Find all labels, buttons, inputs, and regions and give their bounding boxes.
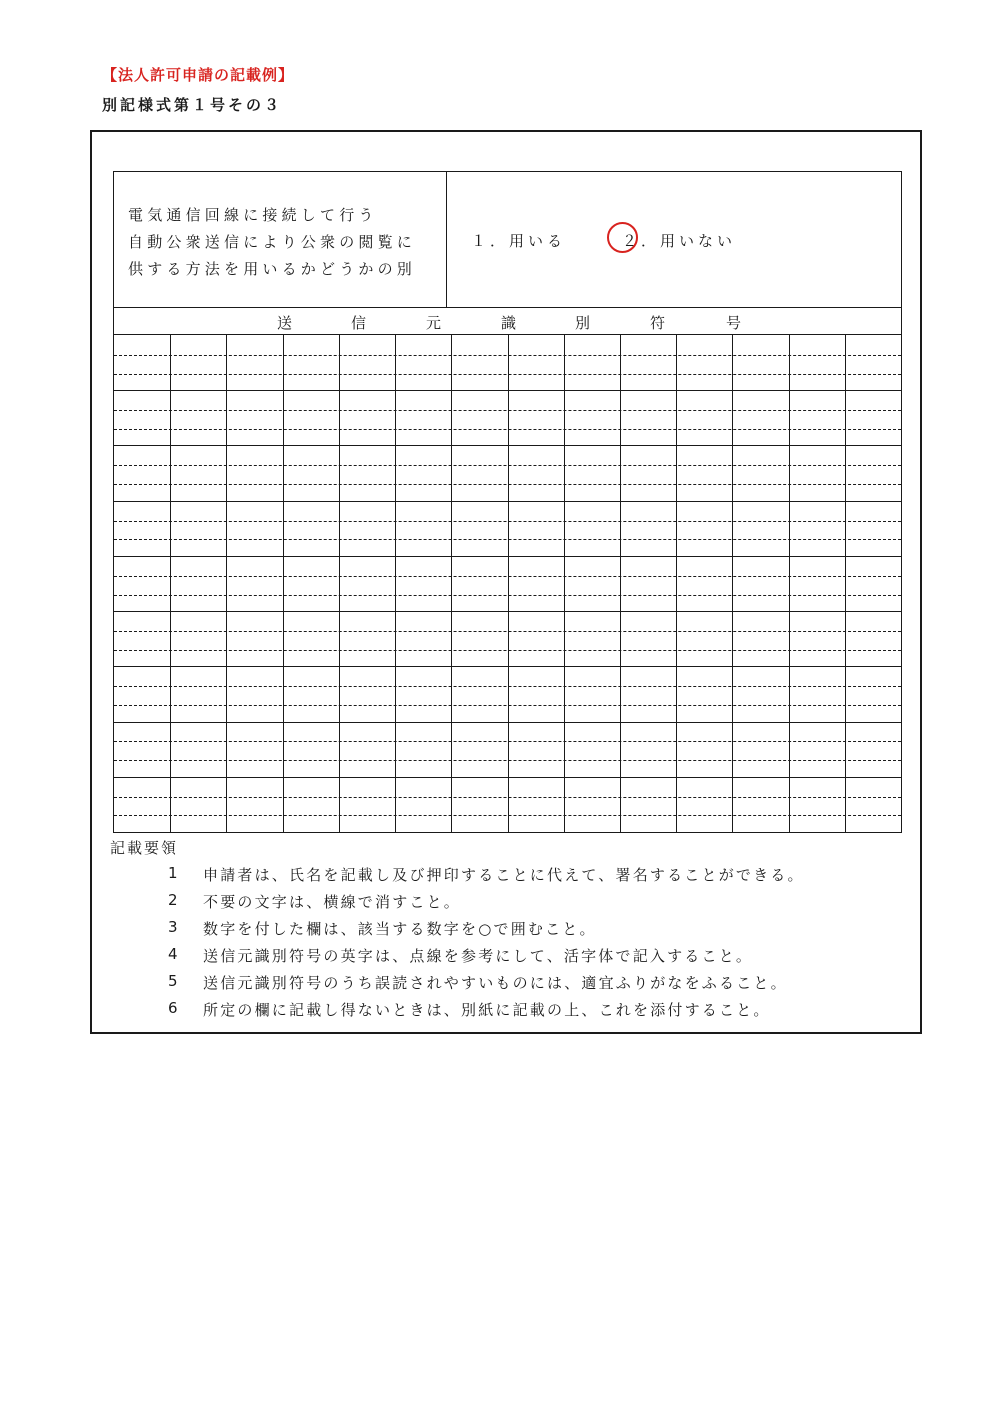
guide-dotted-line — [114, 595, 901, 596]
grid-row-divider — [114, 777, 901, 778]
note-text: 申請者は、氏名を記載し及び押印することに代えて、署名することができる。 — [203, 866, 805, 884]
note-number: 6 — [168, 999, 178, 1017]
sender-id-header-char: 送 — [277, 314, 293, 332]
note-number: 4 — [168, 945, 178, 963]
sender-id-header-char: 別 — [575, 314, 591, 332]
note-number: 5 — [168, 972, 178, 990]
note-number: 1 — [168, 864, 178, 882]
guide-dotted-line — [114, 576, 901, 577]
guide-dotted-line — [114, 355, 901, 356]
guide-dotted-line — [114, 521, 901, 522]
sender-id-header — [114, 307, 901, 335]
question-line-1: 電気通信回線に接続して行う — [128, 206, 378, 224]
question-line-2: 自動公衆送信により公衆の閲覧に — [128, 233, 417, 251]
question-cell — [114, 172, 447, 307]
guide-dotted-line — [114, 374, 901, 375]
sender-id-header-char: 号 — [726, 314, 742, 332]
sample-label: 【法人許可申請の記載例】 — [102, 66, 295, 84]
option-use[interactable]: １．用いる — [471, 232, 567, 250]
note-text: 不要の文字は、横線で消すこと。 — [203, 893, 462, 911]
guide-dotted-line — [114, 429, 901, 430]
guide-dotted-line — [114, 686, 901, 687]
note-text: 送信元識別符号のうち誤読されやすいものには、適宜ふりがなをふること。 — [203, 974, 788, 992]
sender-id-header-char: 識 — [501, 314, 517, 332]
application-table — [113, 171, 902, 833]
note-number: 2 — [168, 891, 178, 909]
grid-row-divider — [114, 445, 901, 446]
sender-id-grid — [114, 335, 901, 832]
guide-dotted-line — [114, 484, 901, 485]
notes-heading: 記載要領 — [110, 839, 179, 857]
guide-dotted-line — [114, 760, 901, 761]
form-number: 別記様式第１号その３ — [102, 96, 283, 114]
note-text: 送信元識別符号の英字は、点線を参考にして、活字体で記入すること。 — [203, 947, 754, 965]
option-not-use[interactable]: ２．用いない — [622, 232, 737, 250]
grid-row-divider — [114, 722, 901, 723]
guide-dotted-line — [114, 741, 901, 742]
guide-dotted-line — [114, 815, 901, 816]
grid-row-divider — [114, 501, 901, 502]
guide-dotted-line — [114, 797, 901, 798]
note-text: 数字を付した欄は、該当する数字を○で囲むこと。 — [203, 920, 597, 938]
grid-row-divider — [114, 556, 901, 557]
sender-id-header-char: 信 — [351, 314, 367, 332]
sender-id-header-char: 符 — [650, 314, 666, 332]
answer-cell — [447, 172, 901, 307]
guide-dotted-line — [114, 539, 901, 540]
guide-dotted-line — [114, 705, 901, 706]
guide-dotted-line — [114, 410, 901, 411]
note-number: 3 — [168, 918, 178, 936]
guide-dotted-line — [114, 650, 901, 651]
question-line-3: 供する方法を用いるかどうかの別 — [128, 260, 417, 278]
note-text: 所定の欄に記載し得ないときは、別紙に記載の上、これを添付すること。 — [203, 1001, 771, 1019]
guide-dotted-line — [114, 631, 901, 632]
grid-row-divider — [114, 611, 901, 612]
guide-dotted-line — [114, 465, 901, 466]
sender-id-header-char: 元 — [426, 314, 442, 332]
grid-row-divider — [114, 390, 901, 391]
grid-row-divider — [114, 666, 901, 667]
